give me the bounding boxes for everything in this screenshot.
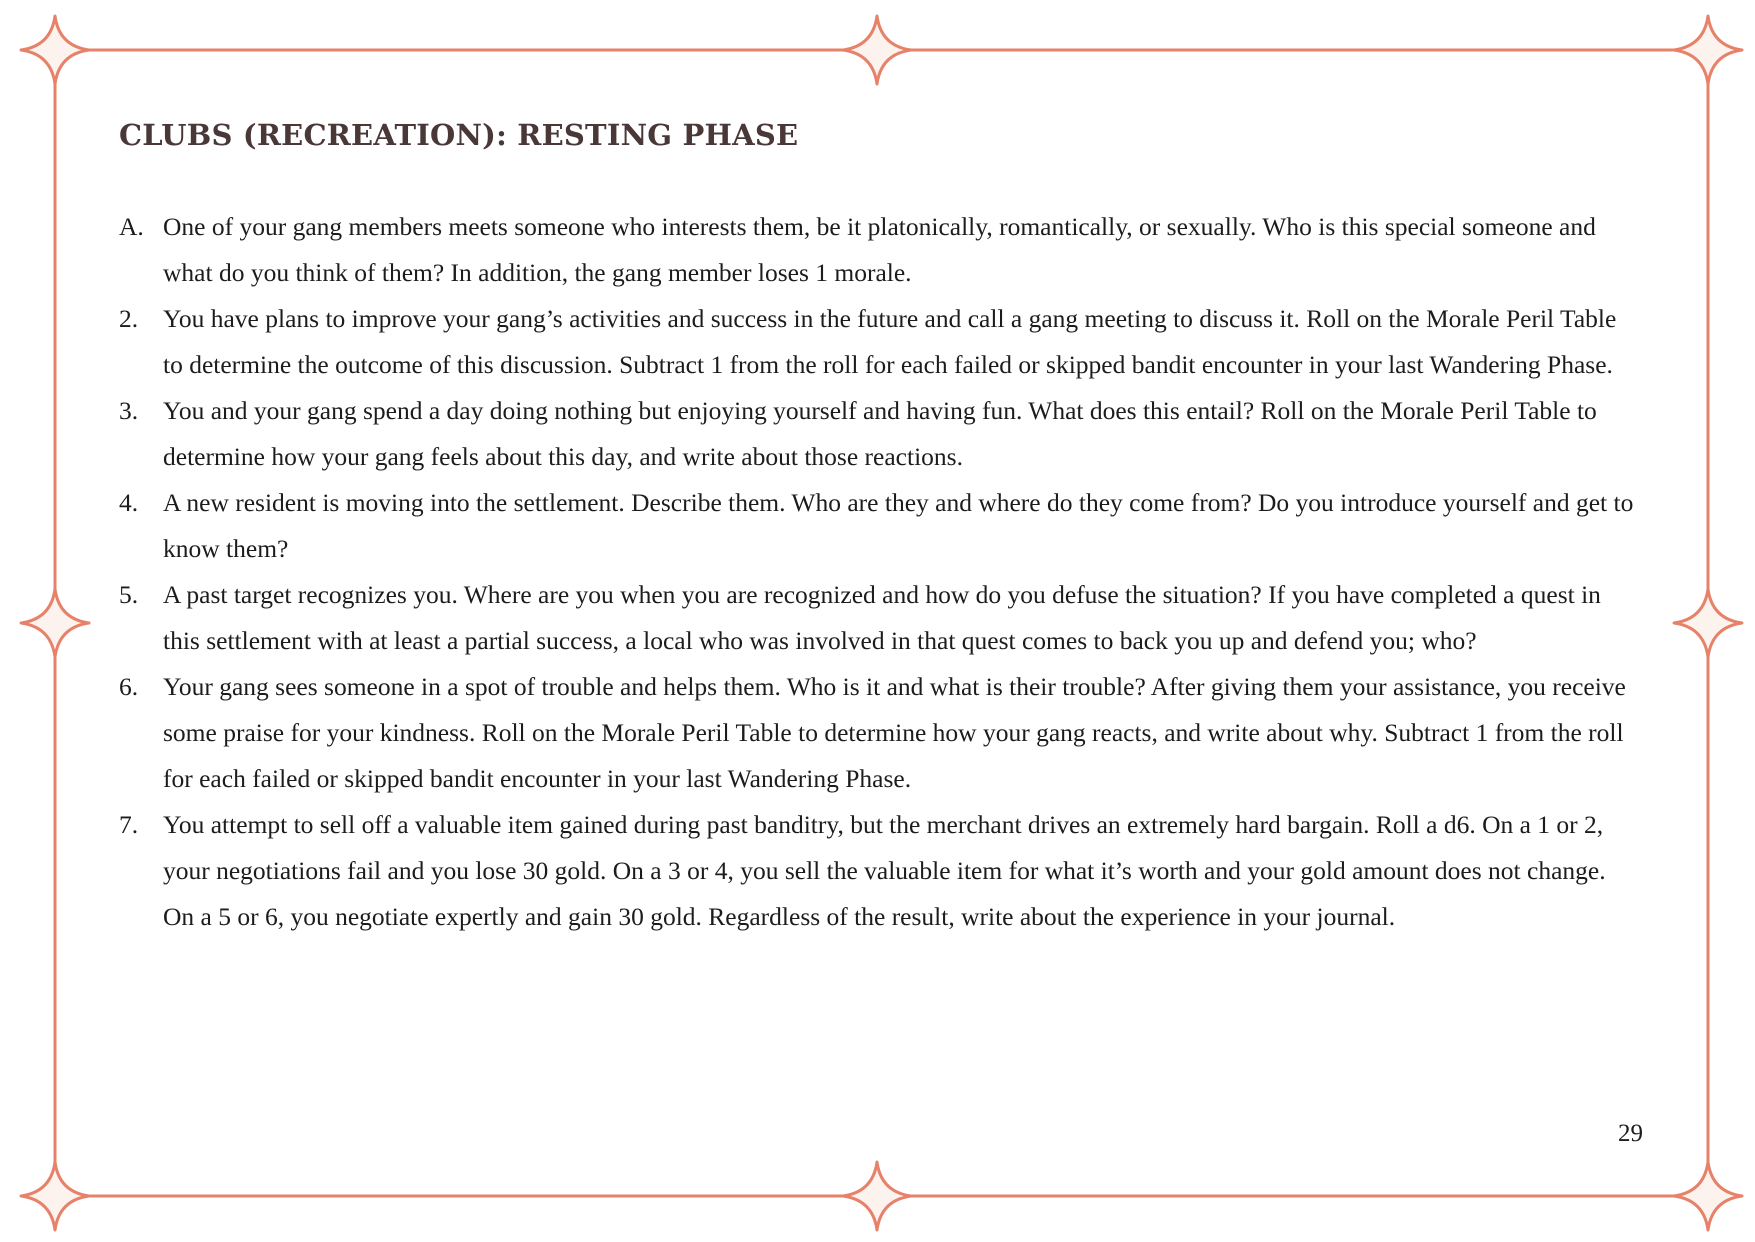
list-item-marker: A. — [119, 212, 144, 241]
star-ornament-icon — [21, 589, 89, 657]
list-item — [119, 204, 1639, 296]
star-ornament-icon — [21, 16, 89, 84]
resting-phase-list — [119, 204, 1639, 940]
list-item-marker: 4. — [119, 488, 139, 517]
list-item — [119, 296, 1639, 388]
list-item — [119, 664, 1639, 802]
star-ornament-icon — [1674, 16, 1742, 84]
star-ornament-icon — [1674, 1162, 1742, 1230]
list-item-marker: 2. — [119, 304, 139, 333]
star-ornament-icon — [843, 1162, 911, 1230]
list-item — [119, 802, 1639, 940]
list-item — [119, 388, 1639, 480]
star-ornament-icon — [1674, 589, 1742, 657]
star-ornament-icon — [843, 16, 911, 84]
list-item-text: You have plans to improve your gang’s activities and success in the future and call a gang meeting to discuss it. Roll on the Morale Peril Table to determine the outcome of this discussion. Subtract 1 from the roll for each failed or skipped bandit encounter in your last Wandering Phase. — [163, 304, 1617, 379]
star-ornament-icon — [21, 1162, 89, 1230]
list-item — [119, 480, 1639, 572]
list-item-text: One of your gang members meets someone who interests them, be it platonically, romantically, or sexually. Who is this special someone and what do you think of them? In addition, the gang member loses 1 morale. — [163, 212, 1596, 287]
list-item-text: A new resident is moving into the settlement. Describe them. Who are they and where do they come from? Do you introduce yourself and get to know them? — [163, 488, 1634, 563]
list-item-marker: 6. — [119, 672, 139, 701]
list-item-text: A past target recognizes you. Where are you when you are recognized and how do you defuse the situation? If you have completed a quest in this settlement with at least a partial success, a local who was involved in that quest comes to back you up and defend you; who? — [163, 580, 1601, 655]
list-item-text: You attempt to sell off a valuable item gained during past banditry, but the merchant drives an extremely hard bargain. Roll a d6. On a 1 or 2, your negotiations fail and you lose 30 gold. On a 3 or 4, you sell the valuable item for what it’s worth and your gold amount does not change. On a 5 or 6, you negotiate expertly and gain 30 gold. Regardless of the result, write about the experience in your journal. — [163, 810, 1606, 931]
list-item-marker: 3. — [119, 396, 139, 425]
list-item-marker: 7. — [119, 810, 139, 839]
page-title: CLUBS (RECREATION): RESTING PHASE — [119, 118, 799, 152]
list-item-marker: 5. — [119, 580, 139, 609]
list-item-text: You and your gang spend a day doing nothing but enjoying yourself and having fun. What does this entail? Roll on the Morale Peril Table to determine how your gang feels about this day, and write about those reactions. — [163, 396, 1597, 471]
page-number: 29 — [1618, 1120, 1643, 1147]
page-content — [119, 118, 1639, 940]
list-item — [119, 572, 1639, 664]
list-item-text: Your gang sees someone in a spot of trouble and helps them. Who is it and what is their trouble? After giving them your assistance, you receive some praise for your kindness. Roll on the Morale Peril Table to determine how your gang reacts, and write about why. Subtract 1 from the roll for each failed or skipped bandit encounter in your last Wandering Phase. — [163, 672, 1626, 793]
